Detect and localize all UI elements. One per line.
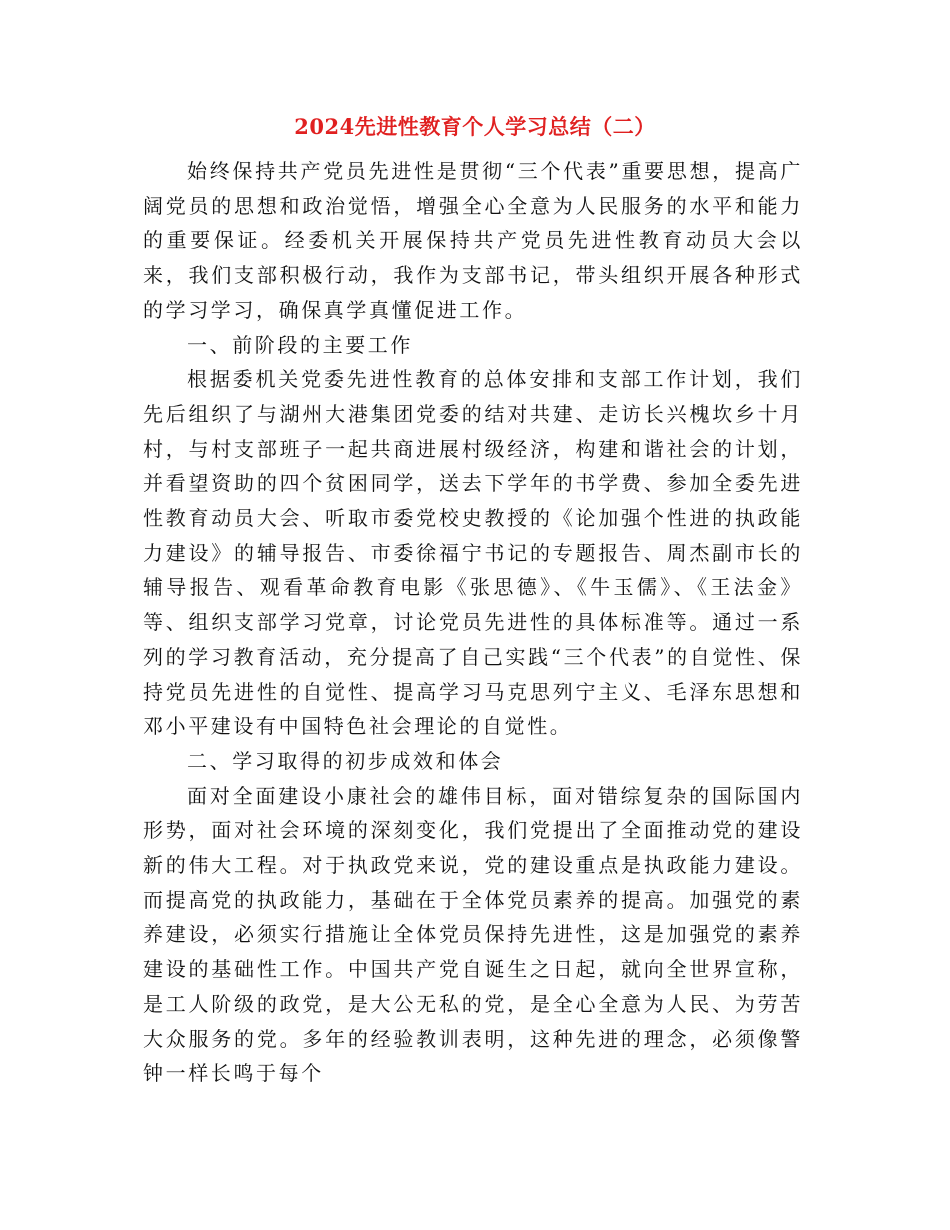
- paragraph-section-1: 根据委机关党委先进性教育的总体安排和支部工作计划，我们先后组织了与湖州大港集团党委的结对共建、走访长兴槐坎乡十月村，与村支部班子一起共商进展村级经济，构建和谐社会的计划，并看望资助的四个贫困同学，送去下学年的书学费、参加全委先进性教育动员大会、听取市委党校史教授的《论加强个性进的执政能力建设》的辅导报告、市委徐福宁书记的专题报告、周杰副市长的辅导报告、观看革命教育电影《张思德》、《牛玉儒》、《王法金》等、组织支部学习党章，讨论党员先进性的具体标准等。通过一系列的学习教育活动，充分提高了自己实践“三个代表”的自觉性、保持党员先进性的自觉性、提高学习马克思列宁主义、毛泽东思想和邓小平建设有中国特色社会理论的自觉性。: [143, 367, 803, 739]
- document-body: [143, 154, 803, 1091]
- paragraph-section-2: 面对全面建设小康社会的雄伟目标，面对错综复杂的国际国内形势，面对社会环境的深刻变化，我们党提出了全面推动党的建设新的伟大工程。对于执政党来说，党的建设重点是执政能力建设。而提高党的执政能力，基础在于全体党员素养的提高。加强党的素养建设，必须实行措施让全体党员保持先进性，这是加强党的素养建设的基础性工作。中国共产党自诞生之日起，就向全世界宣称，是工人阶级的政党，是大公无私的党，是全心全意为人民、为劳苦大众服务的党。多年的经验教训表明，这种先进的理念，必须像警钟一样长鸣于每个: [143, 783, 803, 1086]
- section-heading-2: 二、学习取得的初步成效和体会: [187, 748, 504, 773]
- document-title: 2024先进性教育个人学习总结（二）: [294, 114, 656, 139]
- paragraph-intro: 始终保持共产党员先进性是贯彻“三个代表”重要思想，提高广阔党员的思想和政治觉悟，增强全心全意为人民服务的水平和能力的重要保证。经委机关开展保持共产党员先进性教育动员大会以来，我们支部积极行动，我作为支部书记，带头组织开展各种形式的学习学习，确保真学真懂促进工作。: [143, 159, 803, 322]
- section-heading-1: 一、前阶段的主要工作: [187, 332, 413, 357]
